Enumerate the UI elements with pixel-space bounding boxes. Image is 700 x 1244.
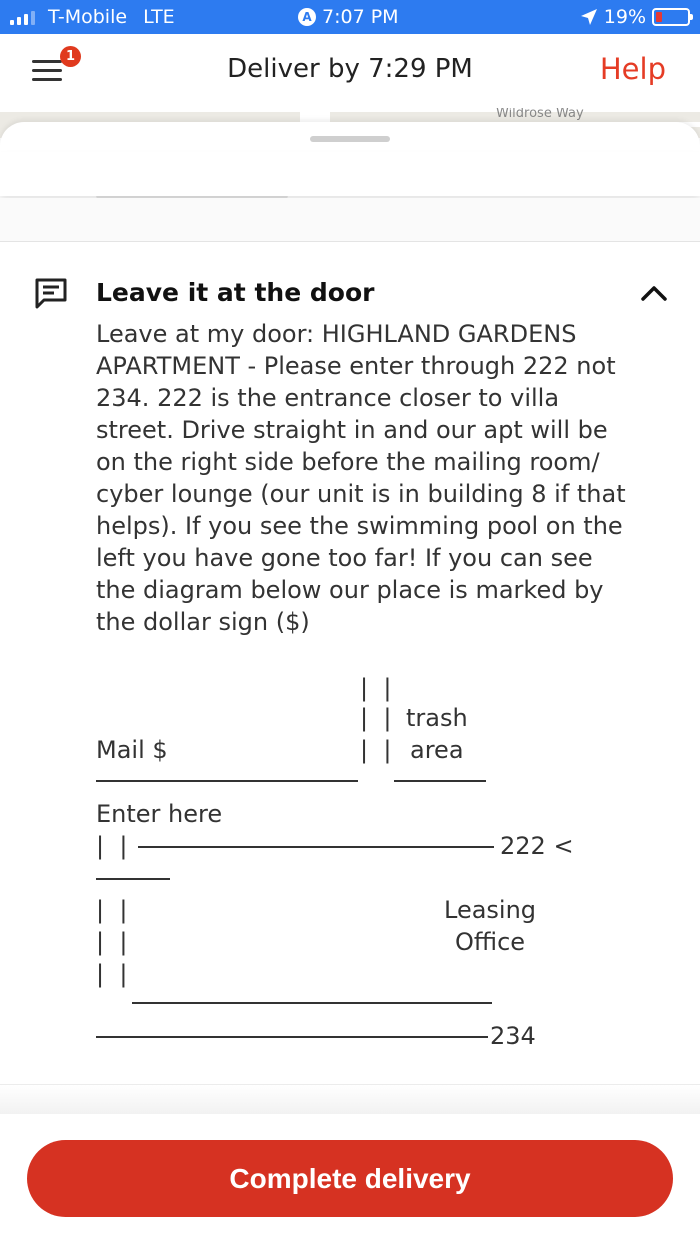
message-icon: [34, 276, 68, 310]
diagram-trash: trash: [406, 704, 468, 732]
location-arrow-icon: [580, 8, 598, 26]
diagram-enter-here: Enter here: [96, 800, 223, 828]
status-clock: [298, 6, 399, 28]
diagram-office: Office: [455, 928, 526, 956]
diagram-leasing: Leasing: [444, 896, 537, 924]
status-right: [580, 6, 690, 28]
status-time: 7:07 PM: [322, 6, 399, 28]
carrier-name: T-Mobile: [48, 6, 128, 28]
instructions-title: Leave it at the door: [96, 278, 375, 307]
chevron-up-icon[interactable]: [638, 278, 670, 310]
drag-handle[interactable]: [310, 136, 390, 142]
carrier-label: [48, 6, 175, 28]
instructions-body: Leave at my door: HIGHLAND GARDENS APARTMENT - Please enter through 222 not 234. 222 is the entrance closer to villa street. Drive straight in and our apt will be on the right side before the mailing room/ cyber lounge (our unit is in building 8 if that helps). If you see the swimming pool on the left you have gone too far! If you can see the diagram below our place is marked by the dollar sign ($): [96, 320, 626, 636]
signal-icon: [10, 11, 35, 25]
diagram-222: 222 <: [500, 832, 574, 860]
sheet-header: [0, 152, 700, 196]
battery-icon: [652, 8, 690, 26]
diagram-area: area: [410, 736, 464, 764]
page-title: Deliver by 7:29 PM: [227, 54, 473, 84]
complete-delivery-button[interactable]: Complete delivery: [27, 1140, 673, 1217]
section-divider: [0, 198, 700, 242]
navigation-icon: A: [298, 8, 316, 26]
status-bar: [0, 0, 700, 34]
diagram-234: 234: [490, 1022, 536, 1050]
app-header: [0, 34, 700, 108]
footer-divider: [0, 1084, 700, 1114]
notification-badge: 1: [60, 46, 81, 67]
help-button[interactable]: Help: [599, 52, 666, 86]
diagram-mail: Mail $: [96, 736, 168, 764]
street-label: Wildrose Way: [496, 108, 584, 121]
network-type: LTE: [143, 6, 175, 28]
battery-percent: 19%: [603, 6, 646, 28]
